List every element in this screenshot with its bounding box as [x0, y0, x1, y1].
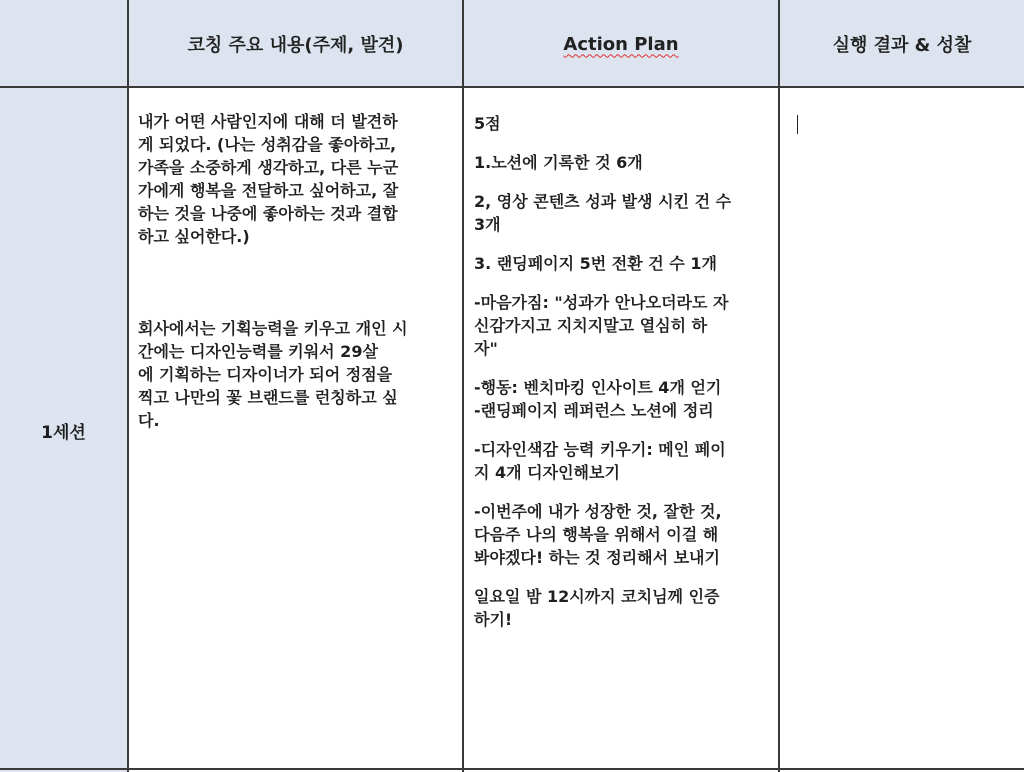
coaching-content-line: 가족을 소중하게 생각하고, 다른 누군	[138, 158, 399, 177]
action-plan-cell[interactable]	[474, 112, 774, 647]
coaching-content-line: 하고 싶어한다.)	[138, 227, 250, 246]
column-divider	[462, 0, 464, 772]
action-plan-item: 5점	[474, 114, 501, 133]
header-empty-cell	[0, 0, 127, 88]
action-plan-item: -마음가짐: "성과가 안나오더라도 자 신감가지고 지치지말고 열심히 하 자"	[474, 293, 729, 358]
column-divider	[778, 0, 780, 772]
coaching-content-line: 내가 어떤 사람인지에 대해 더 발견하	[138, 112, 398, 131]
coaching-content-line	[138, 271, 458, 294]
action-plan-item: 2, 영상 콘텐츠 성과 발생 시킨 건 수 3개	[474, 192, 732, 234]
action-plan-item: -이번주에 내가 성장한 것, 잘한 것, 다음주 나의 행복을 위해서 이걸 해 봐야겠다! 하는 것 정리해서 보내기	[474, 502, 722, 567]
coaching-content-line: 가에게 행복을 전달하고 싶어하고, 잘	[138, 181, 399, 200]
header-results-reflection	[780, 0, 1024, 88]
action-plan-item: 1.노션에 기록한 것 6개	[474, 153, 643, 172]
row-divider	[0, 86, 1024, 88]
coaching-content-line: 회사에서는 기획능력을 키우고 개인 시	[138, 319, 408, 338]
header-coaching-content	[129, 0, 462, 88]
coaching-content-line: 찍고 나만의 꽃 브랜드를 런칭하고 싶	[138, 388, 398, 407]
action-plan-item: -디자인색감 능력 키우기: 메인 페이 지 4개 디자인해보기	[474, 440, 726, 482]
row-label-session	[0, 88, 127, 772]
session-label: 1세션	[41, 422, 86, 443]
results-reflection-cell[interactable]	[790, 110, 1018, 750]
coaching-content-line	[138, 294, 458, 317]
column-divider	[127, 0, 129, 772]
action-plan-item: 일요일 밤 12시까지 코치님께 인증 하기!	[474, 587, 720, 629]
action-plan-item: -행동: 벤치마킹 인사이트 4개 얻기 -랜딩페이지 레퍼런스 노션에 정리	[474, 378, 722, 420]
coaching-content-line: 간에는 디자인능력를 키워서 29살	[138, 342, 378, 361]
action-plan-item: 3. 랜딩페이지 5번 전환 건 수 1개	[474, 254, 717, 273]
header-coaching-content-label: 코칭 주요 내용(주제, 발견)	[187, 35, 404, 56]
coaching-content-line	[138, 248, 458, 271]
coaching-content-cell[interactable]	[138, 110, 458, 432]
coaching-content-line: 하는 것을 나중에 좋아하는 것과 결합	[138, 204, 398, 223]
coaching-content-line: 다.	[138, 411, 160, 430]
row-divider	[0, 768, 1024, 770]
text-cursor	[797, 115, 798, 134]
header-action-plan	[464, 0, 778, 88]
header-action-plan-label: Action Plan	[563, 33, 679, 55]
coaching-content-line: 게 되었다. (나는 성취감을 좋아하고,	[138, 135, 397, 154]
coaching-content-line: 에 기획하는 디자이너가 되어 정점을	[138, 365, 393, 384]
header-results-reflection-label: 실행 결과 & 성찰	[832, 35, 972, 56]
